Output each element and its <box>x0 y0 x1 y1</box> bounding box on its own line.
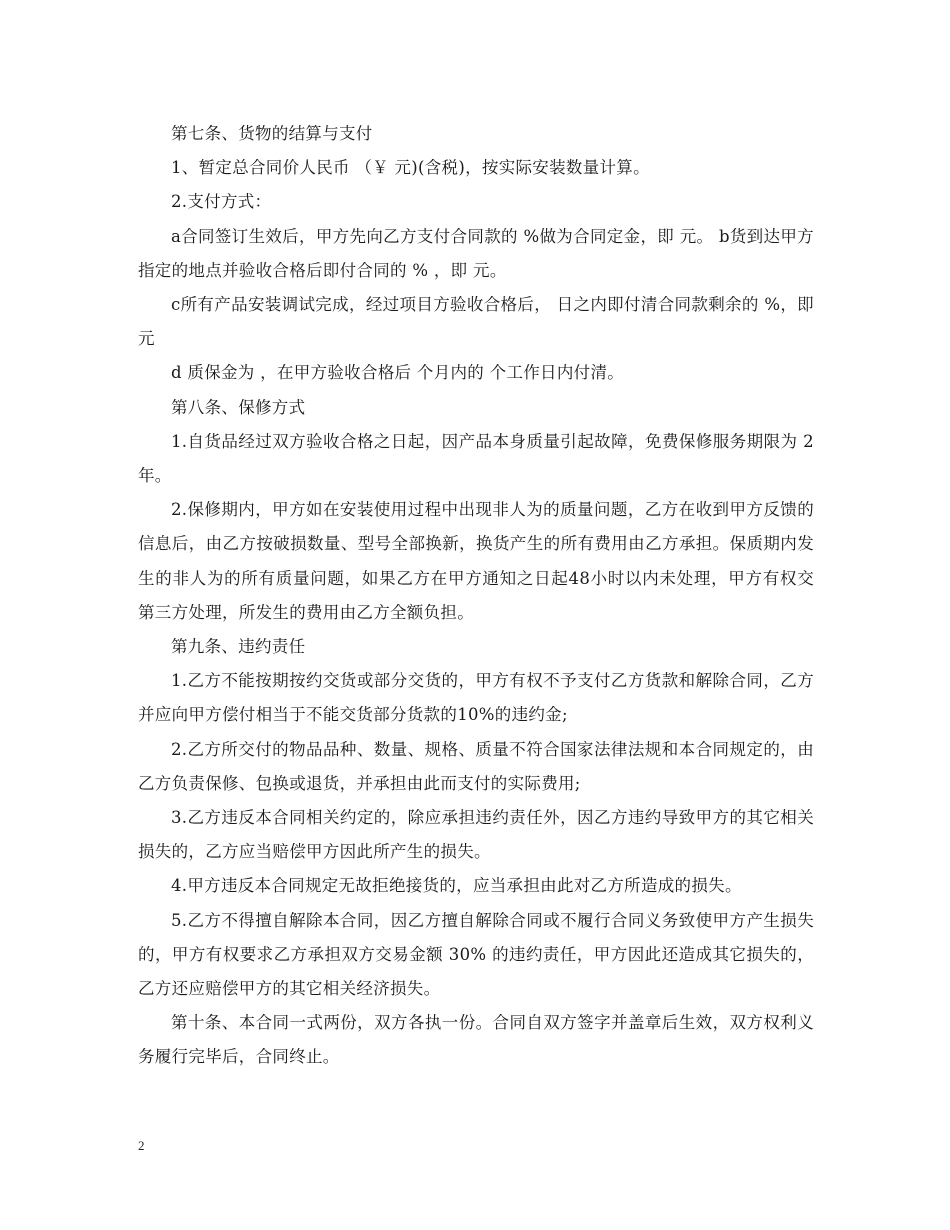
article-9-clause-4: 4.甲方违反本合同规定无故拒绝接货的，应当承担由此对乙方所造成的损失。 <box>171 876 742 896</box>
article-9-clause-3: 3.乙方违反本合同相关约定的，除应承担违约责任外，因乙方违约导致甲方的其它相关损失的，乙方应当赔偿甲方因此所产生的损失。 <box>138 808 814 862</box>
article-9-heading: 第九条、违约责任 <box>171 637 306 657</box>
article-9-clause-5: 5.乙方不得擅自解除本合同，因乙方擅自解除合同或不履行合同义务致使甲方产生损失的，甲方有权要求乙方承担双方交易金额 30% 的违约责任，甲方因此还造成其它损失的，乙方还应赔偿甲方的其它相关经济损失。 <box>138 910 814 999</box>
payment-item-d: d 质保金为 ，在甲方验收合格后 个月内的 个工作日内付清。 <box>171 363 625 383</box>
article-10: 第十条、本合同一式两份，双方各执一份。合同自双方签字并盖章后生效，双方权利义务履行完毕后，合同终止。 <box>138 1013 814 1067</box>
document-body <box>138 117 814 1075</box>
article-7-clause-1: 1、暂定总合同价人民币 （￥ 元)(含税)，按实际安装数量计算。 <box>171 158 650 178</box>
article-7-clause-2: 2.支付方式： <box>171 192 272 212</box>
payment-item-c: c所有产品安装调试完成，经过项目方验收合格后， 日之内即付清合同款剩余的 %，即 元 <box>138 295 814 349</box>
article-8-heading: 第八条、保修方式 <box>171 397 306 417</box>
payment-item-a-b: a合同签订生效后，甲方先向乙方支付合同款的 %做为合同定金，即 元。 b货到达甲方指定的地点并验收合格后即付合同的 % ，即 元。 <box>138 226 814 280</box>
article-9-clause-2: 2.乙方所交付的物品品种、数量、规格、质量不符合国家法律法规和本合同规定的，由乙方负责保修、包换或退货，并承担由此而支付的实际费用; <box>138 739 814 793</box>
article-9-clause-1: 1.乙方不能按期按约交货或部分交货的，甲方有权不予支付乙方货款和解除合同，乙方并应向甲方偿付相当于不能交货部分货款的10%的违约金; <box>138 671 814 725</box>
article-8-clause-1: 1.自货品经过双方验收合格之日起，因产品本身质量引起故障，免费保修服务期限为 2 年。 <box>138 431 814 486</box>
page-number: 2 <box>138 1138 145 1153</box>
article-8-clause-2: 2.保修期内，甲方如在安装使用过程中出现非人为的质量问题，乙方在收到甲方反馈的信息后，由乙方按破损数量、型号全部换新，换货产生的所有费用由乙方承担。保质期内发生的非人为的所有质量问题，如果乙方在甲方通知之日起48小时以内未处理，甲方有权交第三方处理，所发生的费用由乙方全额负担。 <box>138 500 814 622</box>
article-7-heading: 第七条、货物的结算与支付 <box>171 124 373 143</box>
